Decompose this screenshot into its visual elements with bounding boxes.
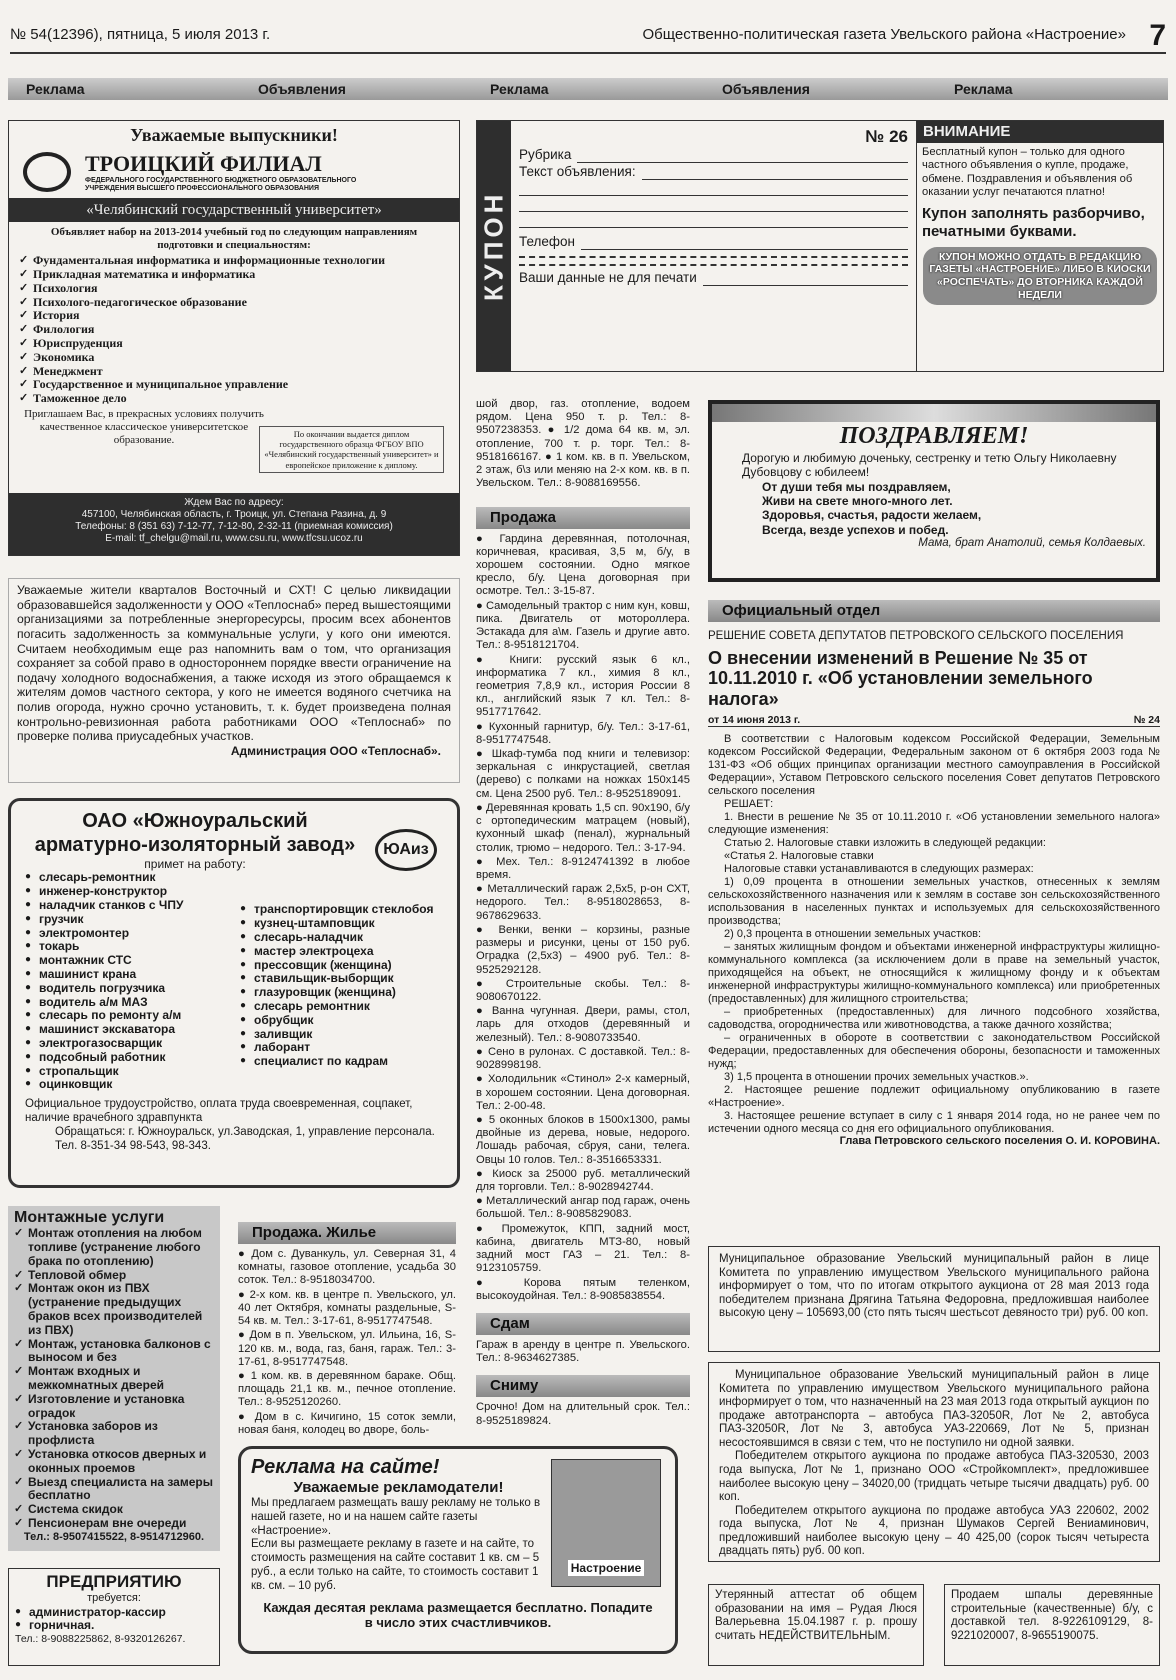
list-item: ● Дом с. Дуванкуль, ул. Северная 31, 4 комнаты, газовое отопление, усадьба 30 соток. Тел.: 8-9518034700.	[238, 1248, 456, 1287]
list-item: ✓ Пенсионерам вне очереди	[14, 1517, 214, 1531]
text-field[interactable]	[642, 164, 908, 180]
verse-line: Здоровья, счастья, радости желаем,	[762, 508, 982, 523]
site-ad-title: Реклама на сайте!	[251, 1456, 440, 1478]
sleepers-text: Продаем шпалы деревянные строительные (качественные) б/у, с доставкой тел. 8-9226109129, 8-9221020007, 8-9655190075.	[951, 1589, 1153, 1642]
zavod-phone: Тел. 8-351-34 98-543, 98-343.	[55, 1139, 211, 1152]
attention-title: ВНИМАНИЕ	[917, 121, 1163, 143]
hiring-ad	[8, 1568, 220, 1666]
paragraph: Победителем открытого аукциона по продаже автобуса ПАЗ-320530, 2003 года выпуска, Лот № 1, признано ООО «Стройкомплект», предложившее наиболее высокую цену – 34020,00 (тридцать четыре тысячи двадцать) руб. 00 коп.	[719, 1450, 1149, 1504]
list-item: ● обрубщик	[240, 1014, 440, 1028]
list-item: ● монтажник СТС	[25, 954, 240, 968]
paragraph: 3. Настоящее решение вступает в силу с 1 января 2014 года, но не ранее чем по истечении одного месяца со дня его официального опубликования.	[708, 1109, 1160, 1135]
list-item: ● электромонтер	[25, 927, 240, 941]
zavod-note: Официальное трудоустройство, оплата труда своевременная, соцпакет, наличие врачебного здравпункта	[25, 1098, 413, 1124]
list-item: ● заливщик	[240, 1028, 440, 1042]
list-item: ● наладчик станков с ЧПУ	[25, 899, 240, 913]
list-item: ● грузчик	[25, 913, 240, 927]
site-ad-bottom: Каждая десятая реклама размещается бесплатно. Попадите в число этих счастливчиков.	[263, 1599, 653, 1631]
list-item: ● специалист по кадрам	[240, 1055, 440, 1069]
official-bar: Официальный отдел	[708, 600, 1160, 622]
list-item: ● слесарь-ремонтник	[25, 871, 240, 885]
list-item: ● Шкаф-тумба под книги и телевизор: зеркальная с инкрустацией, светлая (дерево) с полками на ножках 150х145 см. Цена 2500 руб. Тел.: 8-9525189091.	[476, 748, 690, 800]
paragraph: 1. Внести в решение № 35 от 10.11.2010 г. «Об установлении земельного налога» следующие изменения:	[708, 811, 1160, 837]
section-label: Объявления	[258, 80, 346, 97]
list-item: ● подсобный работник	[25, 1051, 240, 1065]
list-item: ● лаборант	[240, 1041, 440, 1055]
list-item: ● Дом в п. Увельском, ул. Ильина, 16, S-120 кв. м., вода, газ, баня, гараж. Тел.: 3-17-61, 8-9517747548.	[238, 1329, 456, 1368]
university-name: «Челябинский государственный университет»	[9, 198, 459, 222]
zavod-invite: примет на работу:	[144, 857, 246, 871]
email[interactable]: E-mail: tf_chelgu@mail.ru, www.csu.ru, www.tfcsu.ucoz.ru	[105, 533, 363, 544]
lost-certificate-notice	[708, 1584, 924, 1666]
address: 457100, Челябинская область, г. Троицк, ул. Степана Разина, д. 9	[81, 509, 387, 520]
auction-notice-1	[708, 1246, 1160, 1352]
montazh-list	[14, 1227, 214, 1531]
greeting-card	[708, 400, 1160, 582]
list-item: ✓ Тепловой обмер	[14, 1269, 214, 1283]
list-item: ● инженер-конструктор	[25, 885, 240, 899]
troitsk-ad	[8, 120, 460, 556]
list-item: ● мастер электроцеха	[240, 945, 440, 959]
list-item: ● 2-х ком. кв. в центре п. Увельского, ул. 40 лет Октября, комнаты раздельные, S-54 кв. м. Тел.: 3-17-61, 8-9517747548.	[238, 1288, 456, 1328]
greeting-title: ПОЗДРАВЛЯЕМ!	[839, 423, 1029, 449]
list-item: ✓ Психолого-педагогическое образование	[19, 296, 449, 310]
diploma-note: По окончании выдается диплом государственного образца ФГБОУ ВПО «Челябинский государственный университет» и европейское приложение к диплому.	[259, 426, 444, 473]
list-item: ● Корова пятым теленком, высокоудойная. Тел.: 8-9085838554.	[476, 1276, 690, 1302]
list-item: ● Гардина деревянная, потолочная, коричневая, красивая, 3,5 м, б/у, в хорошем состоянии. Одно мягкое кресло, б/у. Цена договорная при осмотре. Тел.: 3-15-87.	[476, 532, 690, 598]
text-field[interactable]	[519, 196, 908, 212]
paragraph: Победителем открытого аукциона по продаже автобуса УАЗ 220602, 2002 года выпуска, Лот № 4, признан Шумаков Сергей Вениаминович, предложивший наиболее высокую цену – 40 425,00 (сорок тысяч четыреста двадцать пять) руб. 00 коп.	[719, 1504, 1149, 1558]
ad-greeting: Уважаемые выпускники!	[130, 125, 338, 145]
coupon-number: № 26	[865, 127, 908, 146]
cut-line	[519, 258, 908, 266]
list-item: ✓ Установка откосов дверных и оконных проемов	[14, 1448, 214, 1476]
auction-notice-2	[708, 1362, 1160, 1562]
wanted-bar: Сниму	[476, 1375, 690, 1397]
list-item: ✓ Монтаж отопления на любом топливе (устранение любого брака по отоплению)	[14, 1227, 214, 1268]
list-item: ● Киоск за 25000 руб. металлический для торговли. Тел.: 8-9028942744.	[476, 1167, 690, 1194]
where-to-submit: КУПОН МОЖНО ОТДАТЬ В РЕДАКЦИЮ ГАЗЕТЫ «НАСТРОЕНИЕ» ЛИБО В КИОСКИ «РОСПЕЧАТЬ» ДО ВТОРНИКА КАЖДОЙ НЕДЕЛИ	[923, 247, 1157, 305]
invite-text: Приглашаем Вас, в прекрасных условиях получить качественное классическое университетское образование.	[24, 407, 264, 447]
list-item: ● горничная.	[15, 1619, 213, 1633]
private-label: Ваши данные не для печати	[519, 269, 697, 285]
list-item: ● машинист экскаватора	[25, 1023, 240, 1037]
montazh-phone: Тел.: 8-9507415522, 8-9514712960.	[23, 1530, 205, 1543]
paragraph: 1) 0,09 процента в отношении земельных участков, отнесенных к землям сельскохозяйственного назначения или к землям в составе зон сельскохозяйственного использования в населенных пунктах и используемых для сельскохозяйственного производства;	[708, 876, 1160, 928]
list-item: ● слесарь ремонтник	[240, 1000, 440, 1014]
newspaper-image: Настроение	[568, 1560, 645, 1576]
list-item: ✓ Таможенное дело	[19, 392, 449, 406]
list-item: ● 5 оконных блоков в 1500х1300, рамы двойные из дерева, новые, недорого. Лошадь рабочая, сбруя, сани, телега. Овцы 10 голов. Тел.: 8-3516653331.	[476, 1113, 690, 1166]
zavod-logo: ЮАиз	[375, 829, 437, 871]
list-item: ● Мех. Тел.: 8-9124741392 в любое время.	[476, 855, 690, 881]
list-item: ✓ Менеджмент	[19, 365, 449, 379]
address-heading: Ждем Вас по адресу:	[184, 497, 284, 508]
coupon	[476, 120, 1164, 372]
zavod-address: Обращаться: г. Южноуральск, ул.Заводская, 1, управление персонала.	[55, 1125, 435, 1138]
list-item: ✓ История	[19, 309, 449, 323]
text-field[interactable]	[519, 212, 908, 228]
sale-list	[476, 533, 690, 1303]
site-ad-text: Если вы размещаете рекламу в газете и на сайте, то стоимость размещения на сайте составит 1 кв. см – 5 руб., а если только на сайте, то стоимость составит 1 кв. см. – 10 руб.	[251, 1538, 540, 1592]
enrollment-intro: Объявляет набор на 2013-2014 учебный год по следующим направлениям подготовки и специальностям:	[50, 225, 418, 251]
notice-text: Уважаемые жители кварталов Восточный и СХТ! С целью ликвидации образовавшейся задолженности у ООО «Теплоснаб» перед вышестоящими организациями за потребленные энергоресурсы, просим всех абонентов погасить задолженность за коммунальные услуги, у кого они имеются. Считаем необходимым еще раз напомнить вам о том, что организация сохраняет за собой право в одностороннем порядке ввести ограничение на подачу холодного водоснабжения, а также исходя из этого обращаемся к жителям домов частного сектора, у кого не имеется водяного счетчика на полив огорода, нужно срочно установить, т. к. будет произведена полная контрольно-ревизионная работа работниками ООО «Теплоснаб» по проверке полива приусадебных участков.	[17, 583, 451, 744]
paragraph: 2. Настоящее решение подлежит официальному опубликованию в газете «Настроение».	[708, 1083, 1160, 1109]
decision-date: от 14 июня 2013 г.	[708, 713, 801, 726]
verse-line: Всегда, везде успехов и побед.	[762, 522, 949, 537]
hiring-phone: Тел.: 8-9088225862, 8-9320126267.	[15, 1633, 186, 1646]
list-item: ● Металлический ангар под гараж, очень большой. Тел.: 8-9085829083.	[476, 1195, 690, 1221]
official-section	[708, 600, 1160, 1212]
list-item: ● Металлический гараж 2,5х5, р-он СХТ, недорого. Тел.: 8-9518028653, 8-9678629633.	[476, 883, 690, 922]
list-item: ● оцинковщик	[25, 1078, 240, 1092]
list-item: ✓ Психология	[19, 282, 449, 296]
list-item: ● стропальщик	[25, 1065, 240, 1079]
rent-item: Гараж в аренду в центре п. Увельского. Тел.: 8-9634627385.	[476, 1339, 690, 1365]
list-item: ✓ Государственное и муниципальное управление	[19, 378, 449, 392]
paragraph: – занятых жилищным фондом и объектами инженерной инфраструктуры жилищно-коммунального комплекса (за исключением доли в праве на земельный участок, приходящейся на объект, не относящийся к жилищному фонду и к объектам инженерной инфраструктуры жилищно-коммунального комплекса) или приобретенных (предоставленных) для жилищного строительства;	[708, 940, 1160, 1005]
list-item: ● машинист крана	[25, 968, 240, 982]
site-ad-subtitle: Уважаемые рекламодатели!	[293, 1479, 504, 1496]
specialty-list	[9, 254, 459, 406]
list-item: ● слесарь-наладчик	[240, 931, 440, 945]
zavod-ad	[8, 798, 460, 1188]
housing-section	[238, 1222, 456, 1436]
list-item: ● Кухонный гарнитур, б/у. Тел.: 3-17-61, 8-9517747548.	[476, 720, 690, 746]
list-item: ● Ванна чугунная. Двери, рамы, стол, ларь для отходов (деревянный и железный). Тел.: 8-9080733540.	[476, 1005, 690, 1044]
phone-field[interactable]	[581, 234, 908, 250]
list-item: ✓ Монтаж, установка балконов с выносом и без	[14, 1338, 214, 1366]
vacancy-list-left	[25, 871, 240, 1092]
rent-bar: Сдам	[476, 1313, 690, 1335]
auction-text: Муниципальное образование Увельский муниципальный район в лице Комитета по управлению имуществом Увельского муниципального района информирует о том, что по итогам открытого аукциона от 28 мая 2013 года победителем признана Дрягина Татьяна Федоровна, предложившая наиболее высокую цену – 105693,00 (сто пять тысяч шестьсот девяносто три) руб. 00 коп.	[719, 1253, 1149, 1320]
list-item: ● прессовщик (женщина)	[240, 959, 440, 973]
list-item: ● токарь	[25, 940, 240, 954]
phones: Телефоны: 8 (351 63) 7-12-77, 7-12-80, 2-32-11 (приемная комиссия)	[75, 521, 393, 532]
classifieds-column	[476, 398, 690, 1438]
hiring-title: ПРЕДПРИЯТИЮ	[46, 1572, 182, 1591]
housing-bar: Продажа. Жилье	[238, 1222, 456, 1244]
decision-number: № 24	[1133, 713, 1160, 726]
rubric-field[interactable]	[577, 147, 908, 163]
zavod-name: ОАО «Южноуральский арматурно-изоляторный завод»	[34, 810, 356, 856]
list-item: ● Холодильник «Стинол» 2-х камерный, в хорошем состоянии. Цена договорная. Тел.: 2-00-48.	[476, 1073, 690, 1112]
list-item: ● администратор-кассир	[15, 1606, 213, 1620]
list-item: ● кузнец-штамповщик	[240, 917, 440, 931]
list-item: ● ставильщик-выборщик	[240, 972, 440, 986]
page-number: 7	[1149, 19, 1166, 52]
list-item: ✓ Система скидок	[14, 1503, 214, 1517]
greeting-signature: Мама, брат Анатолий, семья Колдаевых.	[918, 537, 1146, 550]
paragraph: РЕШАЕТ:	[724, 798, 774, 811]
housing-list	[238, 1248, 456, 1437]
teplosnab-notice	[8, 578, 460, 783]
decision-body	[708, 733, 1160, 1135]
decision-signature: Глава Петровского сельского поселения О. И. КОРОВИНА.	[839, 1135, 1160, 1148]
list-item: ● Самодельный трактор с ним кун, ковш, пика. Двигатель от мотороллера. Эстакада для а\м. Газель и другие авто. Тел.: 8-9518121704.	[476, 599, 690, 652]
montazh-title: Монтажные услуги	[14, 1209, 165, 1226]
list-item: ✓ Монтаж входных и межкомнатных дверей	[14, 1365, 214, 1393]
paragraph: – приобретенных (предоставленных) для личного подсобного хозяйства, садоводства, огородничества или животноводства, а также дачного хозяйства;	[708, 1005, 1160, 1031]
hiring-subtitle: требуется:	[87, 1592, 141, 1605]
greeting-text: Дорогую и любимую доченьку, сестренку и тетю Ольгу Николаевну Дубовцову с юбилеем!	[742, 450, 1117, 480]
list-item: ✓ Филология	[19, 323, 449, 337]
hiring-list	[15, 1606, 213, 1634]
page-header	[10, 18, 1166, 54]
paragraph: 2) 0,3 процента в отношении земельных участков:	[724, 927, 982, 940]
list-item: ✓ Фундаментальная информатика и информационные технологии	[19, 254, 449, 268]
coupon-side-label: КУПОН	[477, 121, 511, 371]
issue-info: № 54(12396), пятница, 5 июля 2013 г.	[10, 26, 271, 43]
decision-org: РЕШЕНИЕ СОВЕТА ДЕПУТАТОВ ПЕТРОВСКОГО СЕЛЬСКОГО ПОСЕЛЕНИЯ	[708, 630, 1124, 642]
section-bar	[8, 78, 1168, 100]
section-label: Реклама	[954, 80, 1013, 97]
private-field[interactable]	[703, 270, 908, 286]
list-item: ● слесарь по ремонту а/м	[25, 1009, 240, 1023]
paragraph: Статью 2. Налоговые ставки изложить в следующей редакции:	[724, 837, 1046, 850]
flowers-decoration	[712, 404, 1156, 422]
newspaper-title: Общественно-политическая газета Увельского района «Настроение»	[642, 26, 1126, 43]
list-item: ● Промежуток, КПП, задний мост, кабина, двигатель МТЗ-80, новый задний мост ГАЗ – 21. Тел.: 8-9123105759.	[476, 1222, 690, 1275]
shell-logo-icon	[23, 152, 71, 192]
list-item: ● глазуровщик (женщина)	[240, 986, 440, 1000]
list-item: ✓ Экономика	[19, 351, 449, 365]
list-item: ✓ Прикладная математика и информатика	[19, 268, 449, 282]
list-item: ● Дом в с. Кичигино, 15 соток земли, новая баня, колодец во дворе, боль-	[238, 1410, 456, 1436]
verse-line: Живи на свете много-много лет.	[762, 493, 953, 508]
list-item: ✓ Изготовление и установка оградок	[14, 1393, 214, 1421]
list-item: ● транспортировщик стеклобоя	[240, 903, 440, 917]
wanted-item: Срочно! Дом на длительный срок. Тел.: 8-9525189824.	[476, 1401, 690, 1427]
text-label: Текст объявления:	[519, 163, 636, 179]
list-item: ✓ Выезд специалиста на замеры бесплатно	[14, 1476, 214, 1504]
montazh-ad	[8, 1206, 220, 1551]
list-item: ✓ Установка заборов из профлиста	[14, 1420, 214, 1448]
paragraph: 3) 1,5 процента в отношении прочих земельных участков.».	[724, 1070, 1029, 1083]
auction-text	[719, 1369, 1149, 1559]
cut-line	[519, 250, 908, 258]
paragraph: «Статья 2. Налоговые ставки	[724, 850, 874, 863]
phone-label: Телефон	[519, 233, 576, 249]
list-item: ✓ Монтаж окон из ПВХ (устранение предыдущих браков всех производителей из ПВХ)	[14, 1282, 214, 1337]
list-item: ● 1 ком. кв. в деревянном бараке. Общ. площадь 21,1 кв. м., печное отопление. Тел.: 8-9525120260.	[238, 1369, 456, 1409]
paragraph: – ограниченных в обороте в соответствии с законодательством Российской Федерации, предоставленных для обеспечения обороны, безопасности и таможенных нужд;	[708, 1031, 1160, 1070]
section-label: Реклама	[490, 80, 549, 97]
branch-subtitle: ФЕДЕРАЛЬНОГО ГОСУДАРСТВЕННОГО БЮДЖЕТНОГО ОБРАЗОВАТЕЛЬНОГО УЧРЕЖДЕНИЯ ВЫСШЕГО ПРОФЕССИОНАЛЬНОГО ОБРАЗОВАНИЯ	[85, 176, 357, 193]
paragraph: Налоговые ставки устанавливаются в следующих размерах:	[724, 863, 1034, 876]
list-item: ✓ Юриспруденция	[19, 337, 449, 351]
sleepers-ad	[944, 1584, 1160, 1666]
branch-name: ТРОИЦКИЙ ФИЛИАЛ	[85, 150, 322, 176]
notice-signature: Администрация ООО «Теплоснаб».	[230, 744, 441, 759]
attention-text: Бесплатный купон – только для одного частного объявления о купле, продаже, обмене. Поздравления и объявления об оказании услуг печатаются платно!	[922, 146, 1133, 199]
section-label: Объявления	[722, 80, 810, 97]
list-item: ● Венки, венки – корзины, разные размеры и рисунки, цены от 150 руб. Оградка (2,5х3) – 4900 руб. Тел.: 8-9525292128.	[476, 923, 690, 976]
list-item: ● Строительные скобы. Тел.: 8-9080670122.	[476, 977, 690, 1003]
classified-continuation: шой двор, газ. отопление, водоем рядом. Цена 950 т. р. Тел.: 8-9507238353. ● 1/2 дома 64 кв. м, эл. отопление, 700 т. р. торг. Тел.: 8-9518166167. ● 1 ком. кв. в п. Увельском, 2 этаж, б\з или меняю на 2-х ком. кв. в п. Увельском. Тел.: 8-9088169556.	[476, 398, 690, 490]
site-ad-text: Мы предлагаем размещать вашу рекламу не только в нашей газете, но и на нашем сайте газеты «Настроение».	[251, 1497, 541, 1537]
paragraph: Муниципальное образование Увельский муниципальный район в лице Комитета по управлению имуществом Увельского муниципального района информирует о том, что назначенный на 23 мая 2013 года открытый аукцион по продаже автотранспорта – автобуса ПАЗ-32050R, Лот № 2, автобуса ПАЗ-32050R, Лот № 3, автобуса УАЗ-220669, Лот № 5, признан несостоявшимся в связи с тем, что не поступило ни одной заявки.	[719, 1369, 1149, 1449]
decision-title: О внесении изменений в Решение № 35 от 10.11.2010 г. «Об установлении земельного налога»	[708, 647, 1093, 710]
list-item: ● Книги: русский язык 6 кл., информатика 7 кл., химия 8 кл., геометрия 7,8,9 кл., история России 8 кл., английский язык 7 кл. Тел.: 8-9517717642.	[476, 653, 690, 719]
fill-instructions: Купон заполнять разборчиво, печатными буквами.	[922, 204, 1145, 240]
rubric-label: Рубрика	[519, 147, 572, 163]
lost-certificate-text: Утерянный аттестат об общем образовании на имя – Рудая Люся Валерьевна 15.04.1987 г. р. прошу считать НЕДЕЙСТВИТЕЛЬНЫМ.	[715, 1589, 917, 1642]
list-item: ● Сено в рулонах. С доставкой. Тел.: 8-9028998198.	[476, 1045, 690, 1072]
list-item: ● электрогазосварщик	[25, 1037, 240, 1051]
paragraph: В соответствии с Налоговым кодексом Российской Федерации, Земельным кодексом Российской Федерации, Федеральным законом от 6 октября 2003 года № 131-ФЗ «Об общих принципах организации местного самоуправления в Российской Федерации», Уставом Петровского сельского поселения Совет депутатов Петровского сельского поселения	[708, 733, 1160, 798]
site-ad	[238, 1446, 678, 1654]
text-field[interactable]	[519, 180, 908, 196]
list-item: ● водитель а/м МАЗ	[25, 996, 240, 1010]
list-item: ● водитель погрузчика	[25, 982, 240, 996]
verse-line: От души тебя мы поздравляем,	[762, 479, 951, 494]
sale-bar: Продажа	[476, 507, 690, 529]
section-label: Реклама	[26, 80, 85, 97]
vacancy-list-right	[240, 871, 440, 1092]
list-item: ● Деревянная кровать 1,5 сп. 90х190, б/у с ортопедическим матрацем (новый), кухонный шкаф (пенал), журнальный столик, трюмо – недорого. Тел.: 3-17-94.	[476, 801, 690, 854]
